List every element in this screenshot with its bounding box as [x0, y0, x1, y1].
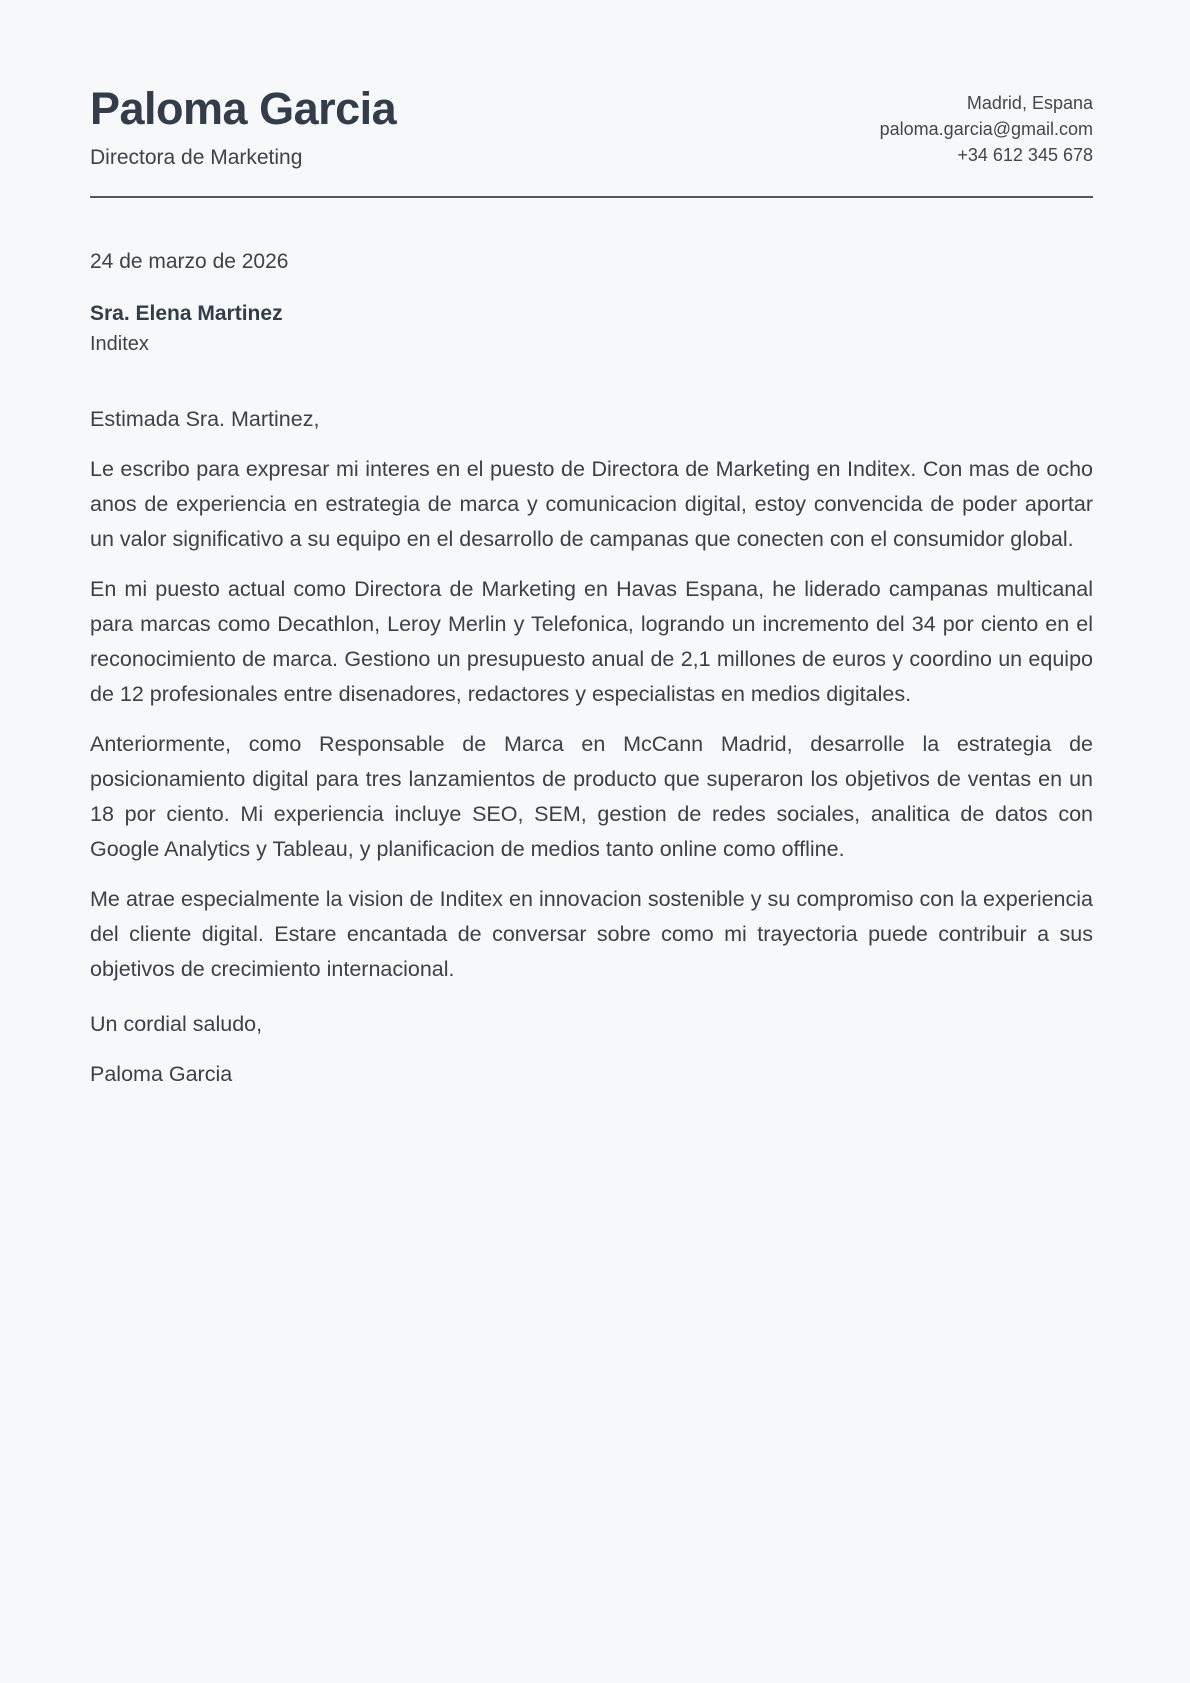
job-title: Directora de Marketing [90, 145, 303, 169]
recipient-name: Sra. Elena Martinez [90, 301, 283, 325]
contact-phone: +34 612 345 678 [957, 145, 1093, 165]
letter-date: 24 de marzo de 2026 [90, 249, 289, 273]
contact-location: Madrid, Espana [966, 93, 1093, 113]
closing: Un cordial saludo, [90, 1011, 263, 1036]
greeting: Estimada Sra. Martinez, [90, 406, 320, 431]
signature: Paloma Garcia [90, 1061, 233, 1086]
recipient-company: Inditex [90, 332, 149, 355]
letter-header [90, 84, 1093, 170]
person-name: Paloma Garcia [90, 83, 397, 134]
contact-email: paloma.garcia@gmail.com [879, 119, 1093, 139]
recipient-block [90, 298, 1093, 360]
letter-body [90, 402, 1093, 1092]
header-identity [90, 84, 396, 170]
body-paragraph: En mi puesto actual como Directora de Marketing en Havas Espana, he liderado campanas multicanal para marcas como Decathlon, Leroy Merlin y Telefonica, logrando un incremento del 34 por ciento en el reconocimiento de marca. Gestiono un presupuesto anual de 2,1 millones de euros y coordino un equipo de 12 profesionales entre disenadores, redactores y especialistas en medios digitales. [90, 576, 1093, 706]
body-paragraph: Le escribo para expresar mi interes en el puesto de Directora de Marketing en Inditex. Con mas de ocho anos de experiencia en estrategia de marca y comunicacion digital, estoy convencida de poder aportar un valor significativo a su equipo en el desarrollo de campanas que conecten con el consumidor global. [90, 456, 1093, 551]
contact-block [880, 84, 1093, 168]
body-paragraph: Anteriormente, como Responsable de Marca en McCann Madrid, desarrolle la estrategia de posicionamiento digital para tres lanzamientos de producto que superaron los objetivos de ventas en un 18 por ciento. Mi experiencia incluye SEO, SEM, gestion de redes sociales, analitica de datos con Google Analytics y Tableau, y planificacion de medios tanto online como offline. [90, 731, 1093, 861]
body-paragraph: Me atrae especialmente la vision de Inditex en innovacion sostenible y su compromiso con la experiencia del cliente digital. Estare encantada de conversar sobre como mi trayectoria puede contribuir a sus objetivos de crecimiento internacional. [90, 886, 1093, 981]
header-divider [90, 196, 1093, 198]
